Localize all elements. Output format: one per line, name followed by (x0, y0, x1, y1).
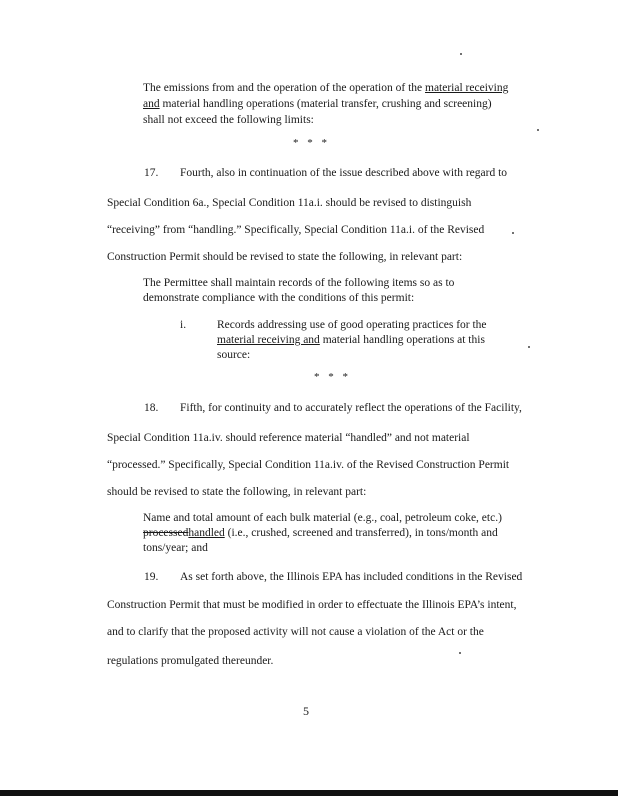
quote-bulk-material (143, 511, 505, 556)
quote3-underlined-word: handled (188, 527, 225, 539)
list-item-text (217, 318, 517, 363)
para17-line-3: “receiving” from “handling.” Specifically, Special Condition 11a.i. of the Revised (107, 224, 485, 236)
para19-line-4: regulations promulgated thereunder. (107, 655, 274, 667)
list-item-number: i. (180, 319, 187, 331)
quote-records-intro (143, 276, 488, 306)
para17-line-2: Special Condition 6a., Special Condition 11a.i. should be revised to distinguish (107, 197, 472, 209)
para18-line-4: should be revised to state the following, in relevant part: (107, 486, 367, 498)
list-item-text-2: material handling operations at this source: (217, 334, 485, 361)
quote3-struck-word: processed (143, 527, 189, 539)
scan-speck (459, 652, 461, 654)
para18-line-2: Special Condition 11a.iv. should reference material “handled” and not material (107, 432, 470, 444)
section-separator: * * * (314, 371, 351, 383)
para17-number: 17. (144, 167, 159, 179)
quote2-intro-text: The Permittee shall maintain records of the following items so as to demonstrate compliance with the conditions of this permit: (143, 277, 455, 304)
scan-speck (512, 232, 514, 234)
quote1-text-2: material handling operations (material transfer, crushing and screening) shall not exceed the following limits: (143, 98, 492, 126)
quote1-text-1: The emissions from and the operation of the operation of the (143, 82, 425, 94)
page-number: 5 (303, 704, 309, 718)
scan-bottom-edge (0, 790, 618, 796)
list-item-text-1: Records addressing use of good operating practices for the (217, 319, 487, 331)
list-item-underlined-insertion: material receiving and (217, 334, 320, 346)
quote3-text-2: (i.e., crushed, screened and transferred), in tons/month and tons/year; and (143, 527, 498, 554)
quote1-underlined-insertion: material receiving and (143, 82, 509, 110)
para18-number: 18. (144, 402, 159, 414)
para17-line-1: Fourth, also in continuation of the issue described above with regard to (180, 167, 508, 179)
scan-speck (537, 129, 539, 131)
scan-speck (460, 53, 462, 55)
para19-line-2: Construction Permit that must be modified in order to effectuate the Illinois EPA’s intent, (107, 599, 517, 611)
para19-line-3: and to clarify that the proposed activity will not cause a violation of the Act or the (107, 626, 484, 638)
scan-speck (528, 346, 530, 348)
para18-line-3: “processed.” Specifically, Special Condition 11a.iv. of the Revised Construction Permit (107, 459, 510, 471)
para17-line-4: Construction Permit should be revised to state the following, in relevant part: (107, 251, 463, 263)
quote-emissions-limits (143, 80, 515, 128)
quote3-text-1: Name and total amount of each bulk material (e.g., coal, petroleum coke, etc.) (143, 512, 502, 524)
para19-line-1: As set forth above, the Illinois EPA has included conditions in the Revised (180, 571, 523, 583)
para19-number: 19. (144, 571, 159, 583)
para18-line-1: Fifth, for continuity and to accurately reflect the operations of the Facility, (180, 402, 522, 414)
section-separator: * * * (293, 137, 330, 149)
